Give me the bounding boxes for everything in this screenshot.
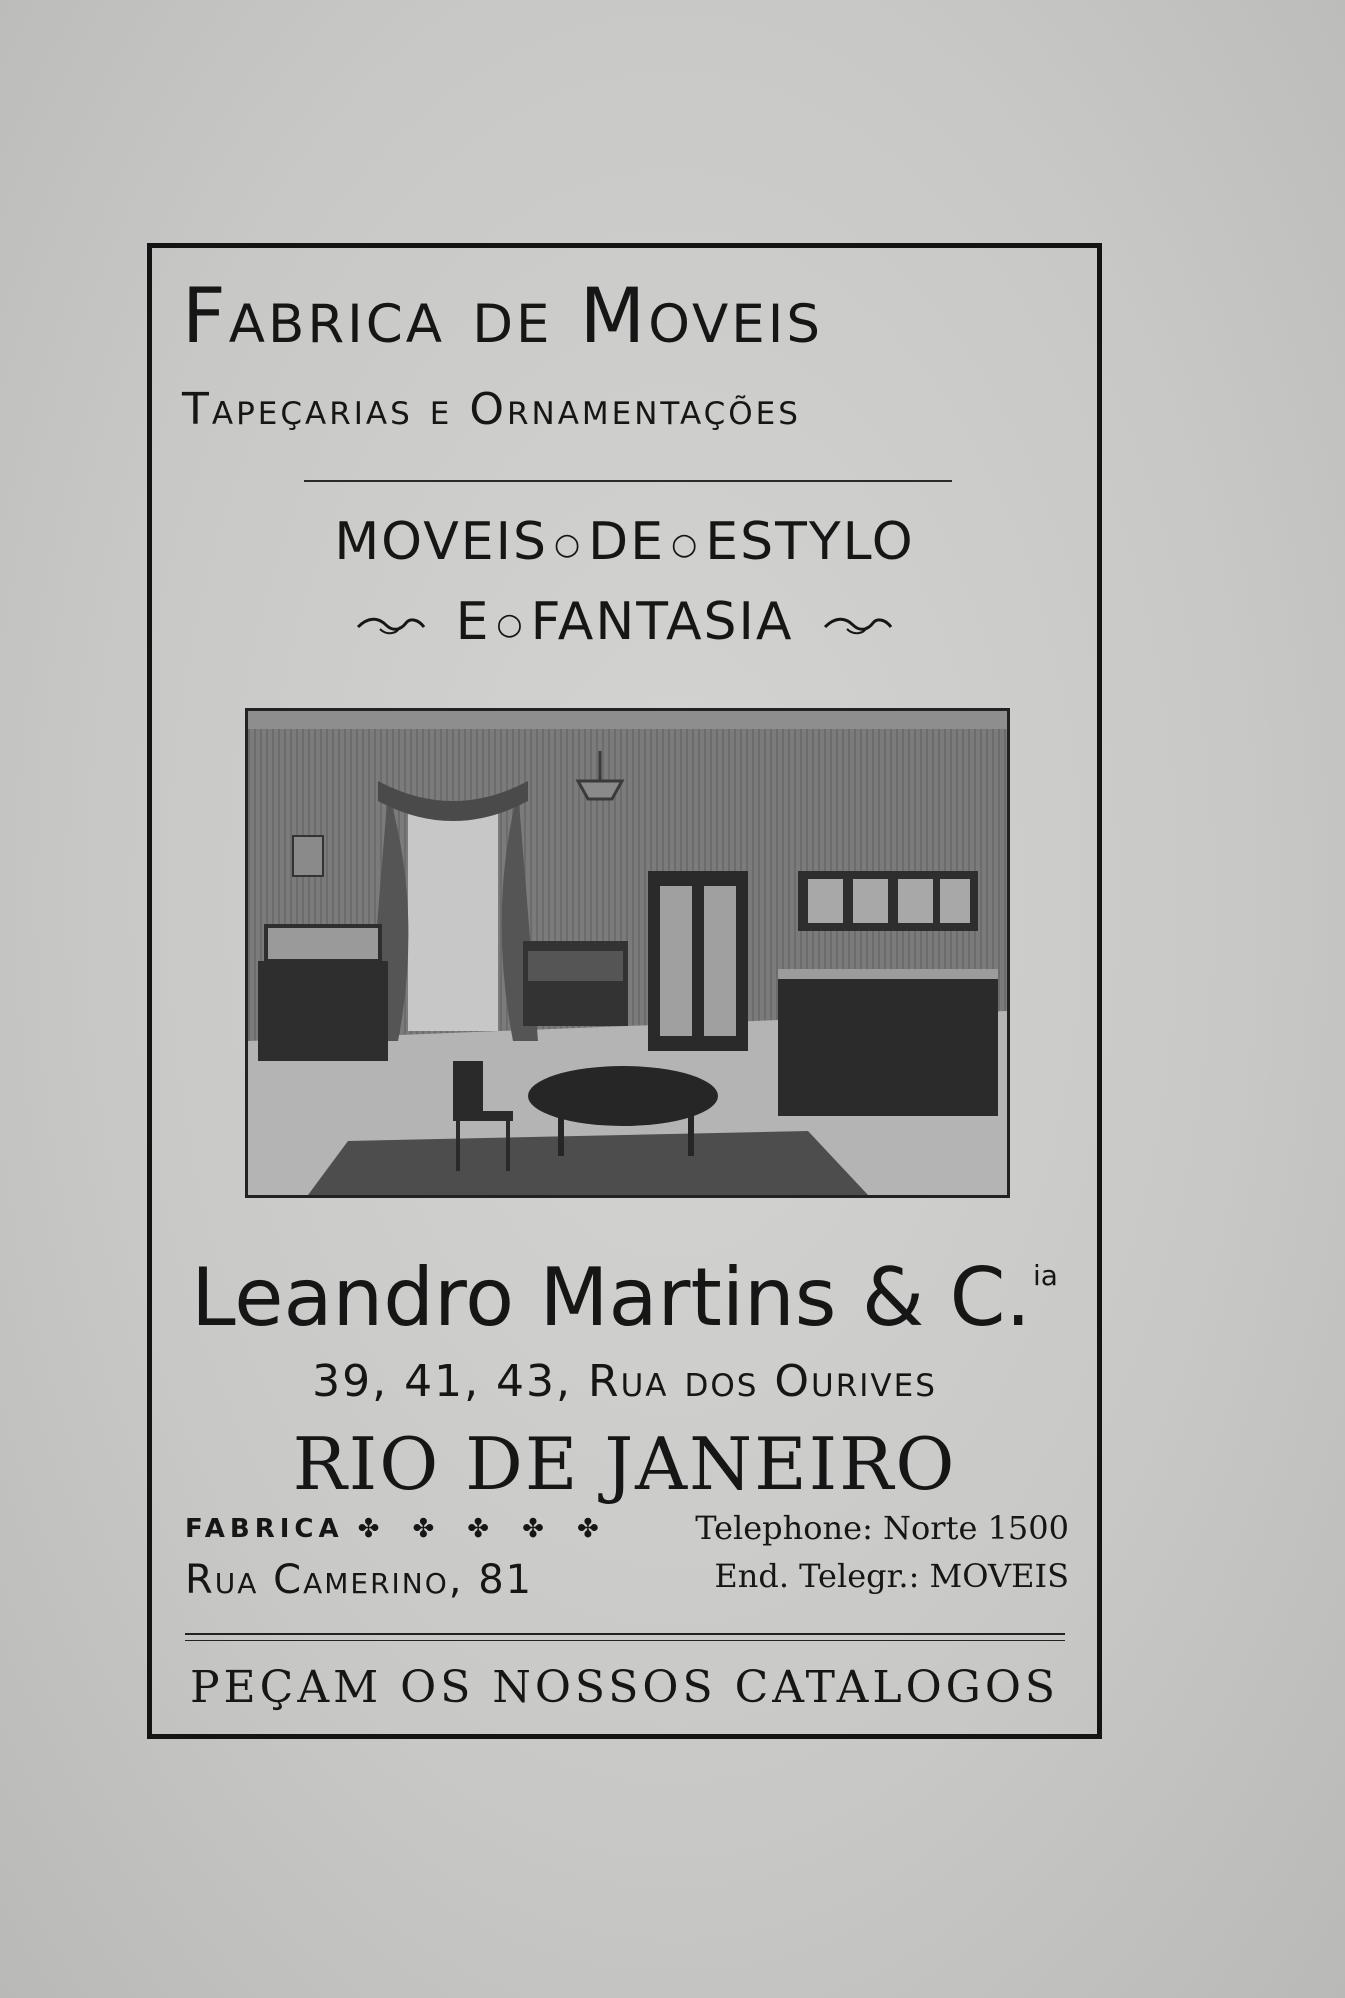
circle-dot-icon: ○ <box>671 527 700 562</box>
styles-word-fantasia: FANTASIA <box>530 592 794 652</box>
furniture-showroom-photo <box>245 708 1010 1198</box>
company-name-suffix: ia <box>1032 1259 1058 1292</box>
styles-line-2 <box>152 592 1097 652</box>
company-name-text: Leandro Martins & C. <box>191 1251 1031 1344</box>
factory-label <box>185 1514 611 1544</box>
factory-address: Rua Camerino, 81 <box>185 1557 534 1603</box>
footer-rule-thin <box>185 1640 1065 1641</box>
company-name <box>152 1251 1097 1344</box>
ad-subtitle: Tapeçarias e Ornamentações <box>182 384 801 435</box>
styles-word-de: DE <box>588 512 666 572</box>
circle-dot-icon: ○ <box>496 607 525 642</box>
company-address: 39, 41, 43, Rua dos Ourives <box>312 1356 937 1407</box>
company-city: RIO DE JANEIRO <box>292 1422 957 1506</box>
advertisement-frame <box>147 243 1102 1739</box>
star-ornament-icon: ✤ ✤ ✤ ✤ ✤ <box>357 1514 611 1544</box>
circle-dot-icon: ○ <box>553 527 583 562</box>
telephone-number: Telephone: Norte 1500 <box>695 1509 1069 1547</box>
flourish-ornament-icon <box>823 613 893 637</box>
ad-title: Fabrica de Moveis <box>182 271 824 360</box>
styles-word-estylo: ESTYLO <box>705 512 915 572</box>
styles-word-moveis: MOVEIS <box>334 512 548 572</box>
styles-line-1 <box>152 512 1097 572</box>
divider-rule <box>304 480 952 482</box>
flourish-ornament-icon <box>356 613 426 637</box>
styles-word-e: E <box>455 592 491 652</box>
telegraph-address: End. Telegr.: MOVEIS <box>714 1557 1069 1595</box>
catalog-request: PEÇAM OS NOSSOS CATALOGOS <box>189 1662 1060 1713</box>
dining-room-illustration <box>248 711 1007 1195</box>
factory-label-text: FABRICA <box>185 1514 344 1544</box>
footer-rule-thick <box>185 1633 1065 1635</box>
